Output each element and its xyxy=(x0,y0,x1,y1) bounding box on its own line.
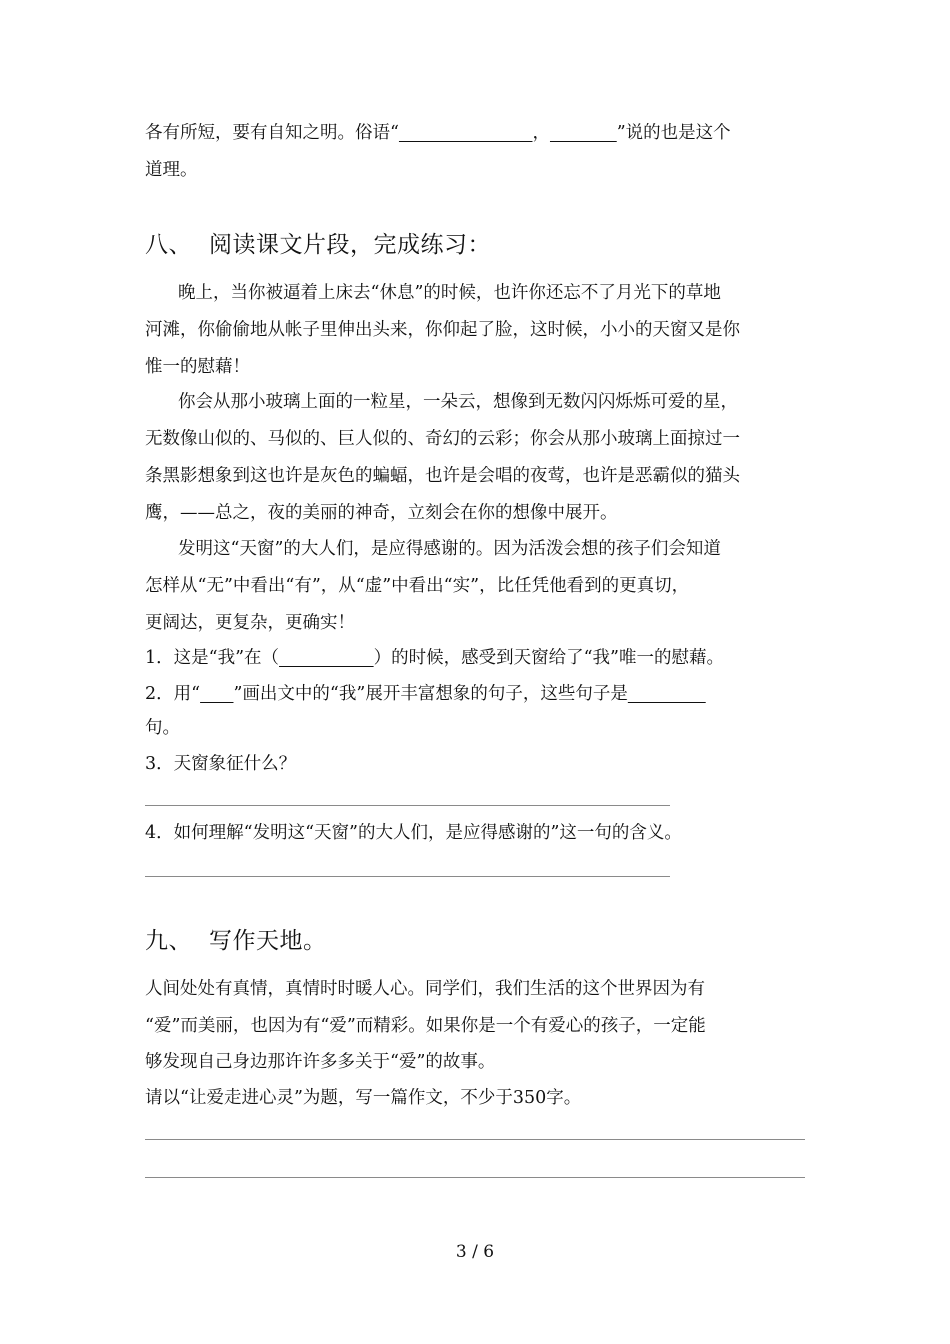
answer-blank-1[interactable] xyxy=(399,123,533,143)
passage-line: 发明这“天窗”的大人们，是应得感谢的。因为活泼会想的孩子们会知道 xyxy=(178,539,721,559)
passage-line: 更阔达，更复杂，更确实！ xyxy=(145,613,355,633)
passage-line: 河滩，你偷偷地从帐子里伸出头来，你仰起了脸，这时候，小小的天窗又是你 xyxy=(145,320,740,340)
section-9-heading xyxy=(145,926,327,956)
question-3: 3．天窗象征什么？ xyxy=(145,754,297,774)
question-2-blank-1[interactable] xyxy=(200,684,233,704)
question-2-line-2: 句。 xyxy=(145,718,180,738)
passage-line: 晚上，当你被逼着上床去“休息”的时候，也许你还忘不了月光下的草地 xyxy=(178,283,721,303)
essay-answer-line[interactable] xyxy=(145,1139,805,1140)
text-segment: 1．这是“我”在（ xyxy=(145,648,280,668)
question-1-blank[interactable] xyxy=(279,648,374,668)
text-segment: ”说的也是这个 xyxy=(616,123,731,143)
section-8-number: 八、 xyxy=(145,232,192,258)
passage-line: 怎样从“无”中看出“有”，从“虚”中看出“实”，比任凭他看到的更真切， xyxy=(145,576,690,596)
passage-line: 鹰，——总之，夜的美丽的神奇，立刻会在你的想像中展开。 xyxy=(145,503,618,523)
text-segment: ， xyxy=(532,123,550,143)
essay-answer-line[interactable] xyxy=(145,1177,805,1178)
text-segment: ”画出文中的“我”展开丰富想象的句子，这些句子是 xyxy=(233,684,628,704)
text-segment: 各有所短，要有自知之明。俗语“ xyxy=(145,123,399,143)
answer-blank-2[interactable] xyxy=(550,123,617,143)
prompt-line: 请以“让爱走进心灵”为题，写一篇作文，不少于350字。 xyxy=(145,1088,582,1108)
section-8-title: 阅读课文片段，完成练习： xyxy=(209,232,491,258)
section-9-number: 九、 xyxy=(145,928,192,954)
prompt-line: 够发现自己身边那许许多多关于“爱”的故事。 xyxy=(145,1052,496,1072)
page-number: 3 / 6 xyxy=(455,1242,495,1262)
question-4: 4．如何理解“发明这“天窗”的大人们，是应得感谢的”这一句的含义。 xyxy=(145,823,682,843)
passage-line: 条黑影想象到这也许是灰色的蝙蝠，也许是会唱的夜莺，也许是恶霸似的猫头 xyxy=(145,466,740,486)
prompt-line: “爱”而美丽，也因为有“爱”而精彩。如果你是一个有爱心的孩子，一定能 xyxy=(145,1016,706,1036)
question-2 xyxy=(145,682,825,706)
top-paragraph-line-2: 道理。 xyxy=(145,160,198,180)
passage-line: 惟一的慰藉！ xyxy=(145,357,250,377)
passage-line: 你会从那小玻璃上面的一粒星，一朵云，想像到无数闪闪烁烁可爱的星， xyxy=(178,392,738,412)
top-paragraph-line-1 xyxy=(145,121,825,145)
section-9-title: 写作天地。 xyxy=(209,928,327,954)
text-segment: 2．用“ xyxy=(145,684,201,704)
question-4-answer-line[interactable] xyxy=(145,876,670,877)
question-3-answer-line[interactable] xyxy=(145,805,670,806)
prompt-line: 人间处处有真情，真情时时暖人心。同学们，我们生活的这个世界因为有 xyxy=(145,979,705,999)
section-8-heading xyxy=(145,230,491,260)
text-segment: ）的时候，感受到天窗给了“我”唯一的慰藉。 xyxy=(373,648,725,668)
question-2-blank-2[interactable] xyxy=(628,684,706,704)
passage-line: 无数像山似的、马似的、巨人似的、奇幻的云彩；你会从那小玻璃上面掠过一 xyxy=(145,429,740,449)
question-1 xyxy=(145,646,825,670)
